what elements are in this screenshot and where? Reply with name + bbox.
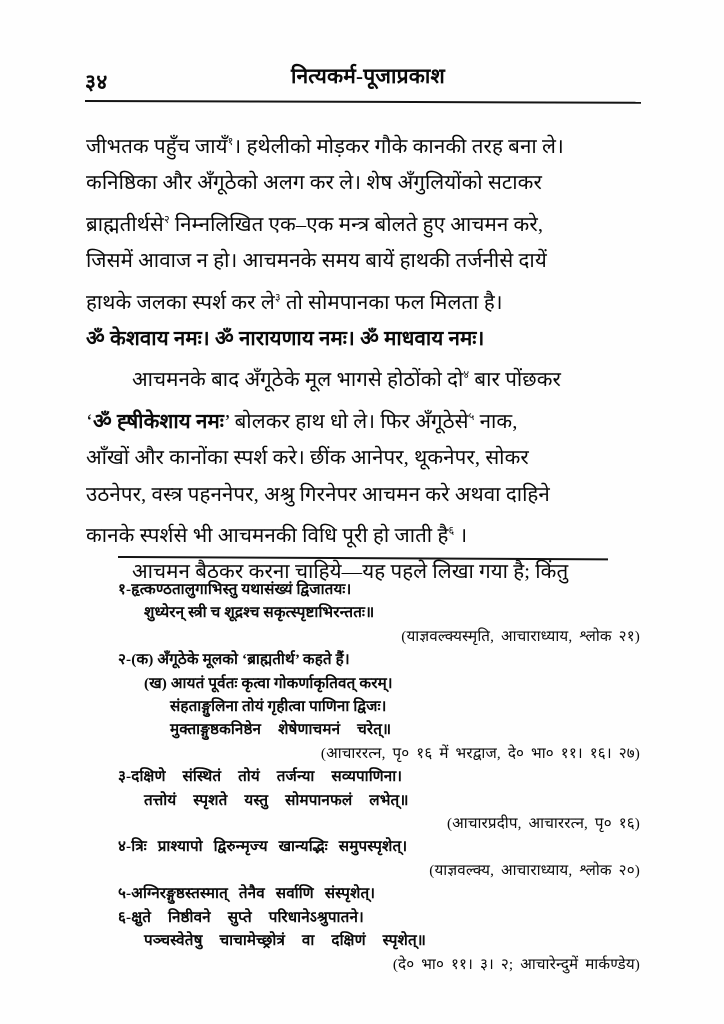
body-line-text: जिसमें आवाज न हो। आचमनके समय बायें हाथकी तर्जनीसे दायें <box>86 250 547 273</box>
page-number: ३४ <box>85 70 108 94</box>
footnote-line: पञ्चस्वेतेषु चाचामेच्छ्रोत्रं वा दक्षिणं स्पृशेत्॥ <box>144 932 427 950</box>
header-divider-rule <box>85 100 641 104</box>
body-line <box>86 357 646 398</box>
body-line <box>86 440 646 477</box>
body-line-text: । <box>454 524 468 547</box>
footnote-marker[interactable]: ४ <box>463 369 470 382</box>
body-line <box>86 321 646 358</box>
body-line <box>86 202 646 243</box>
body-line-text: आँखों और कानोंका स्पर्श करे। छींक आनेपर, थूकनेपर, सोकर <box>86 447 529 470</box>
body-line-text: ब्राह्मतीर्थसे <box>86 213 164 236</box>
footnote-marker[interactable]: ३ <box>274 291 281 304</box>
footnote-line: १-हृत्कण्ठतालुगाभिस्तु यथासंख्यं द्विजातयः। <box>118 581 352 598</box>
footnote-marker[interactable]: ५ <box>468 410 475 423</box>
footnotes-block <box>118 578 648 976</box>
body-line-text: उठनेपर, वस्त्र पहननेपर, अश्रु गिरनेपर आचमन करे अथवा दाहिने <box>86 483 550 506</box>
footnote-line: ४-त्रिः प्राश्यापो द्विरुन्मृज्य खान्यद्भिः समुपस्पृशेत्। <box>118 838 408 856</box>
body-line <box>86 477 646 514</box>
body-text-block <box>86 124 646 591</box>
body-line-text: । हथेलीको मोड़कर गौके कानकी तरह बना ले। <box>233 135 564 158</box>
footnote-citation: (दे० भा० ११। ३। २; आचारेन्दुमें मार्कण्डेय) <box>392 955 640 973</box>
footnote-line: ६-क्षुते निष्ठीवने सुप्ते परिधानेऽश्रुपातने। <box>118 908 364 926</box>
body-line-text: कानके स्पर्शसे भी आचमनकी विधि पूरी हो जाती है <box>86 524 449 547</box>
body-line-text: ’ बोलकर हाथ धो ले। फिर अँगूठेसे <box>223 410 469 433</box>
footnote-marker[interactable]: १ <box>227 136 234 148</box>
quote-open: ‘ <box>86 410 93 433</box>
body-line <box>86 399 646 440</box>
body-line-text: हाथके जलका स्पर्श कर ले <box>86 291 275 314</box>
body-line-text: निम्नलिखित एक–एक मन्त्र बोलते हुए आचमन करे, <box>169 213 544 236</box>
body-line-text: कनिष्ठिका और अँगूठेको अलग कर ले। शेष अँगुलियोंको सटाकर <box>86 172 542 195</box>
mantra-keshavaya-narayanaya-madhavaya: ॐ केशवाय नमः। ॐ नारायणाय नमः। ॐ माधवाय नमः। <box>86 327 485 350</box>
footnote-citation: (याज्ञवल्क्य, आचाराध्याय, श्लोक २०) <box>429 861 640 879</box>
footnote-line: ५-अग्निरङ्गुष्ठस्तस्मात् तेनैव सर्वाणि संस्पृशेत्। <box>118 885 376 903</box>
footnote-line: तत्तोयं स्पृशते यस्तु सोमपानफलं लभेत्॥ <box>144 791 409 809</box>
footnote-marker[interactable]: ६ <box>448 525 455 538</box>
body-line <box>86 513 646 554</box>
mantra-hrishikeshaya: ॐ ह्षीकेशाय नमः <box>92 410 224 433</box>
footnote-line: शुध्येरन् स्त्री च शूद्रश्च सकृत्स्पृष्टाभिरन्ततः॥ <box>144 604 375 622</box>
body-line-text: जीभतक पहुँच जायँ <box>86 135 228 158</box>
footnote-line: मुक्ताङ्गुष्ठकनिष्ठेन शेषेणाचमनं चरेत्॥ <box>170 721 392 739</box>
body-line-text: तो सोमपानका फल मिलता है। <box>280 291 503 314</box>
body-line-text: बार पोंछकर <box>469 369 562 392</box>
footnote-citation: (आचारप्रदीप, आचाररत्न, पृ० १६) <box>446 815 640 833</box>
footnote-line: (ख) आयतं पूर्वतः कृत्वा गोकर्णाकृतिवत् करम्। <box>144 674 393 692</box>
body-line <box>86 243 646 280</box>
footnote-citation: (याज्ञवल्क्यस्मृति, आचाराध्याय, श्लोक २१) <box>401 627 640 645</box>
body-line-text: आचमनके बाद अँगूठेके मूल भागसे होठोंको दो <box>132 369 464 392</box>
footnote-line: ३-दक्षिणे संस्थितं तोयं तर्जन्या सव्यपाणिना। <box>118 768 403 786</box>
footnote-line: संहताङ्गुलिना तोयं गृहीत्वा पाणिना द्विजः। <box>170 698 387 716</box>
page-header <box>85 62 641 96</box>
footnote-citation: (आचाररत्न, पृ० १६ में भरद्वाज, दे० भा० ११। १६। २७) <box>320 744 640 762</box>
footnote-line: २-(क) अँगूठेके मूलको ‘ब्राह्मतीर्थ’ कहते हैं। <box>118 651 350 669</box>
body-line <box>86 124 646 165</box>
body-line-text: आचमन बैठकर करना चाहिये—यह पहले लिखा गया है; किंतु <box>132 561 569 584</box>
book-title: नित्यकर्म-पूजाप्रकाश <box>291 64 445 88</box>
body-line-text: नाक, <box>474 410 518 433</box>
body-line <box>86 280 646 321</box>
body-line <box>86 165 646 202</box>
footnote-marker[interactable]: २ <box>163 213 170 226</box>
